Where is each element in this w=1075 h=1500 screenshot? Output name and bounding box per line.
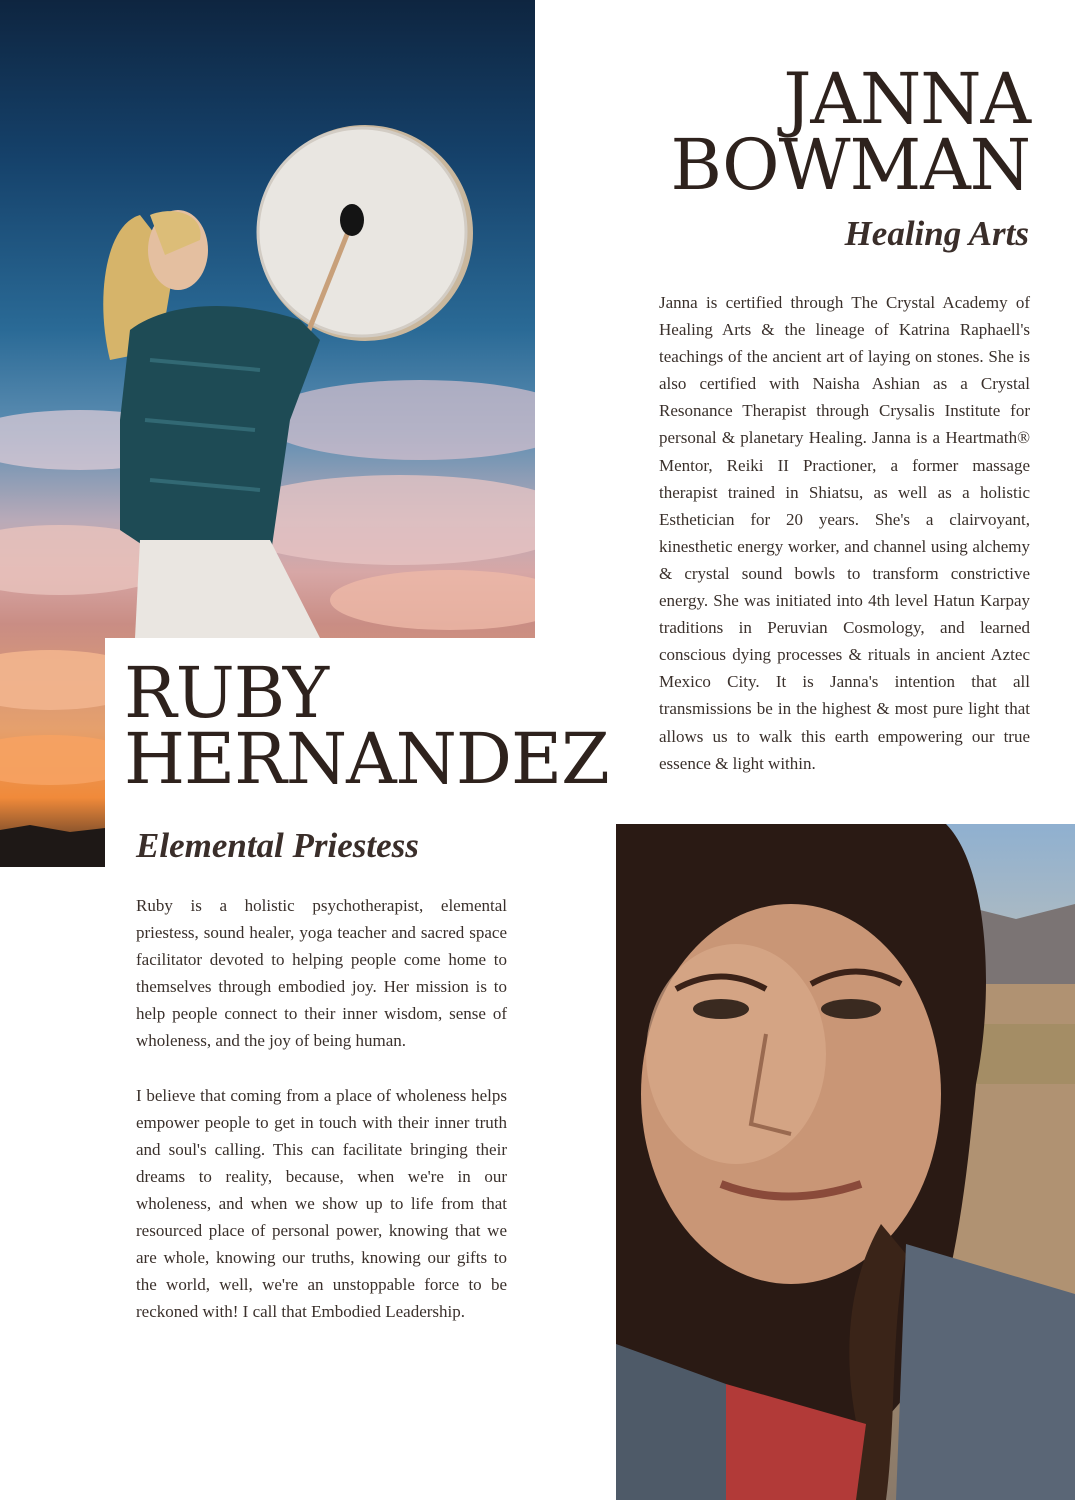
- ruby-name-line2: HERNANDEZ: [124, 718, 609, 800]
- ruby-role: Elemental Priestess: [136, 826, 419, 865]
- janna-bio: Janna is certified through The Crystal Academy of Healing Arts & the lineage of Katrina Raphaell's teachings of the ancient art of laying on stones. She is also certified with Naisha Ashian as a Crystal Resonance Therapist through Crysalis Institute for personal & planetary Healing. Janna is a Heartmath® Mentor, Reiki II Practioner, a former massage therapist trained in Shiatsu, as well as a holistic Esthetician for 20 years. She's a clairvoyant, kinesthetic energy worker, and channel using alchemy & crystal sound bowls to transform constrictive energy. She was initiated into 4th level Hatun Karpay traditions in Peruvian Cosmology, and learned conscious dying processes & rituals in ancient Aztec Mexico City. It is Janna's intention that all transmissions be in the highest & most pure light that allows us to walk this earth empowering our true essence & light within.: [659, 293, 1030, 773]
- janna-name-line1: JANNA: [783, 58, 1030, 140]
- ruby-photo-illustration: [616, 824, 1075, 1500]
- ruby-bio-paragraph-1: Ruby is a holistic psychotherapist, elemental priestess, sound healer, yoga teacher and sacred space facilitator devoted to helping people come home to themselves through embodied joy. Her mission is to help people connect to their inner wisdom, sense of wholeness, and the joy of being human.: [136, 896, 507, 1051]
- ruby-name-line1: RUBY: [124, 652, 329, 734]
- janna-name-line2: BOWMAN: [670, 124, 1030, 206]
- ruby-bio-paragraph-2: I believe that coming from a place of wholeness helps empower people to get in touch with their inner truth and soul's calling. This can facilitate bringing their dreams to reality, because, when we're in our wholeness, and when we show up to life from that resourced place of personal power, knowing that we are whole, knowing our truths, knowing our gifts to the world, well, we're an unstoppable force to be reckoned with! I call that Embodied Leadership.: [136, 1085, 507, 1322]
- janna-role: Healing Arts: [844, 214, 1029, 253]
- janna-name: [630, 58, 1030, 206]
- ruby-bio: [136, 892, 507, 1352]
- ruby-photo: [616, 824, 1075, 1500]
- ruby-name: [124, 652, 609, 800]
